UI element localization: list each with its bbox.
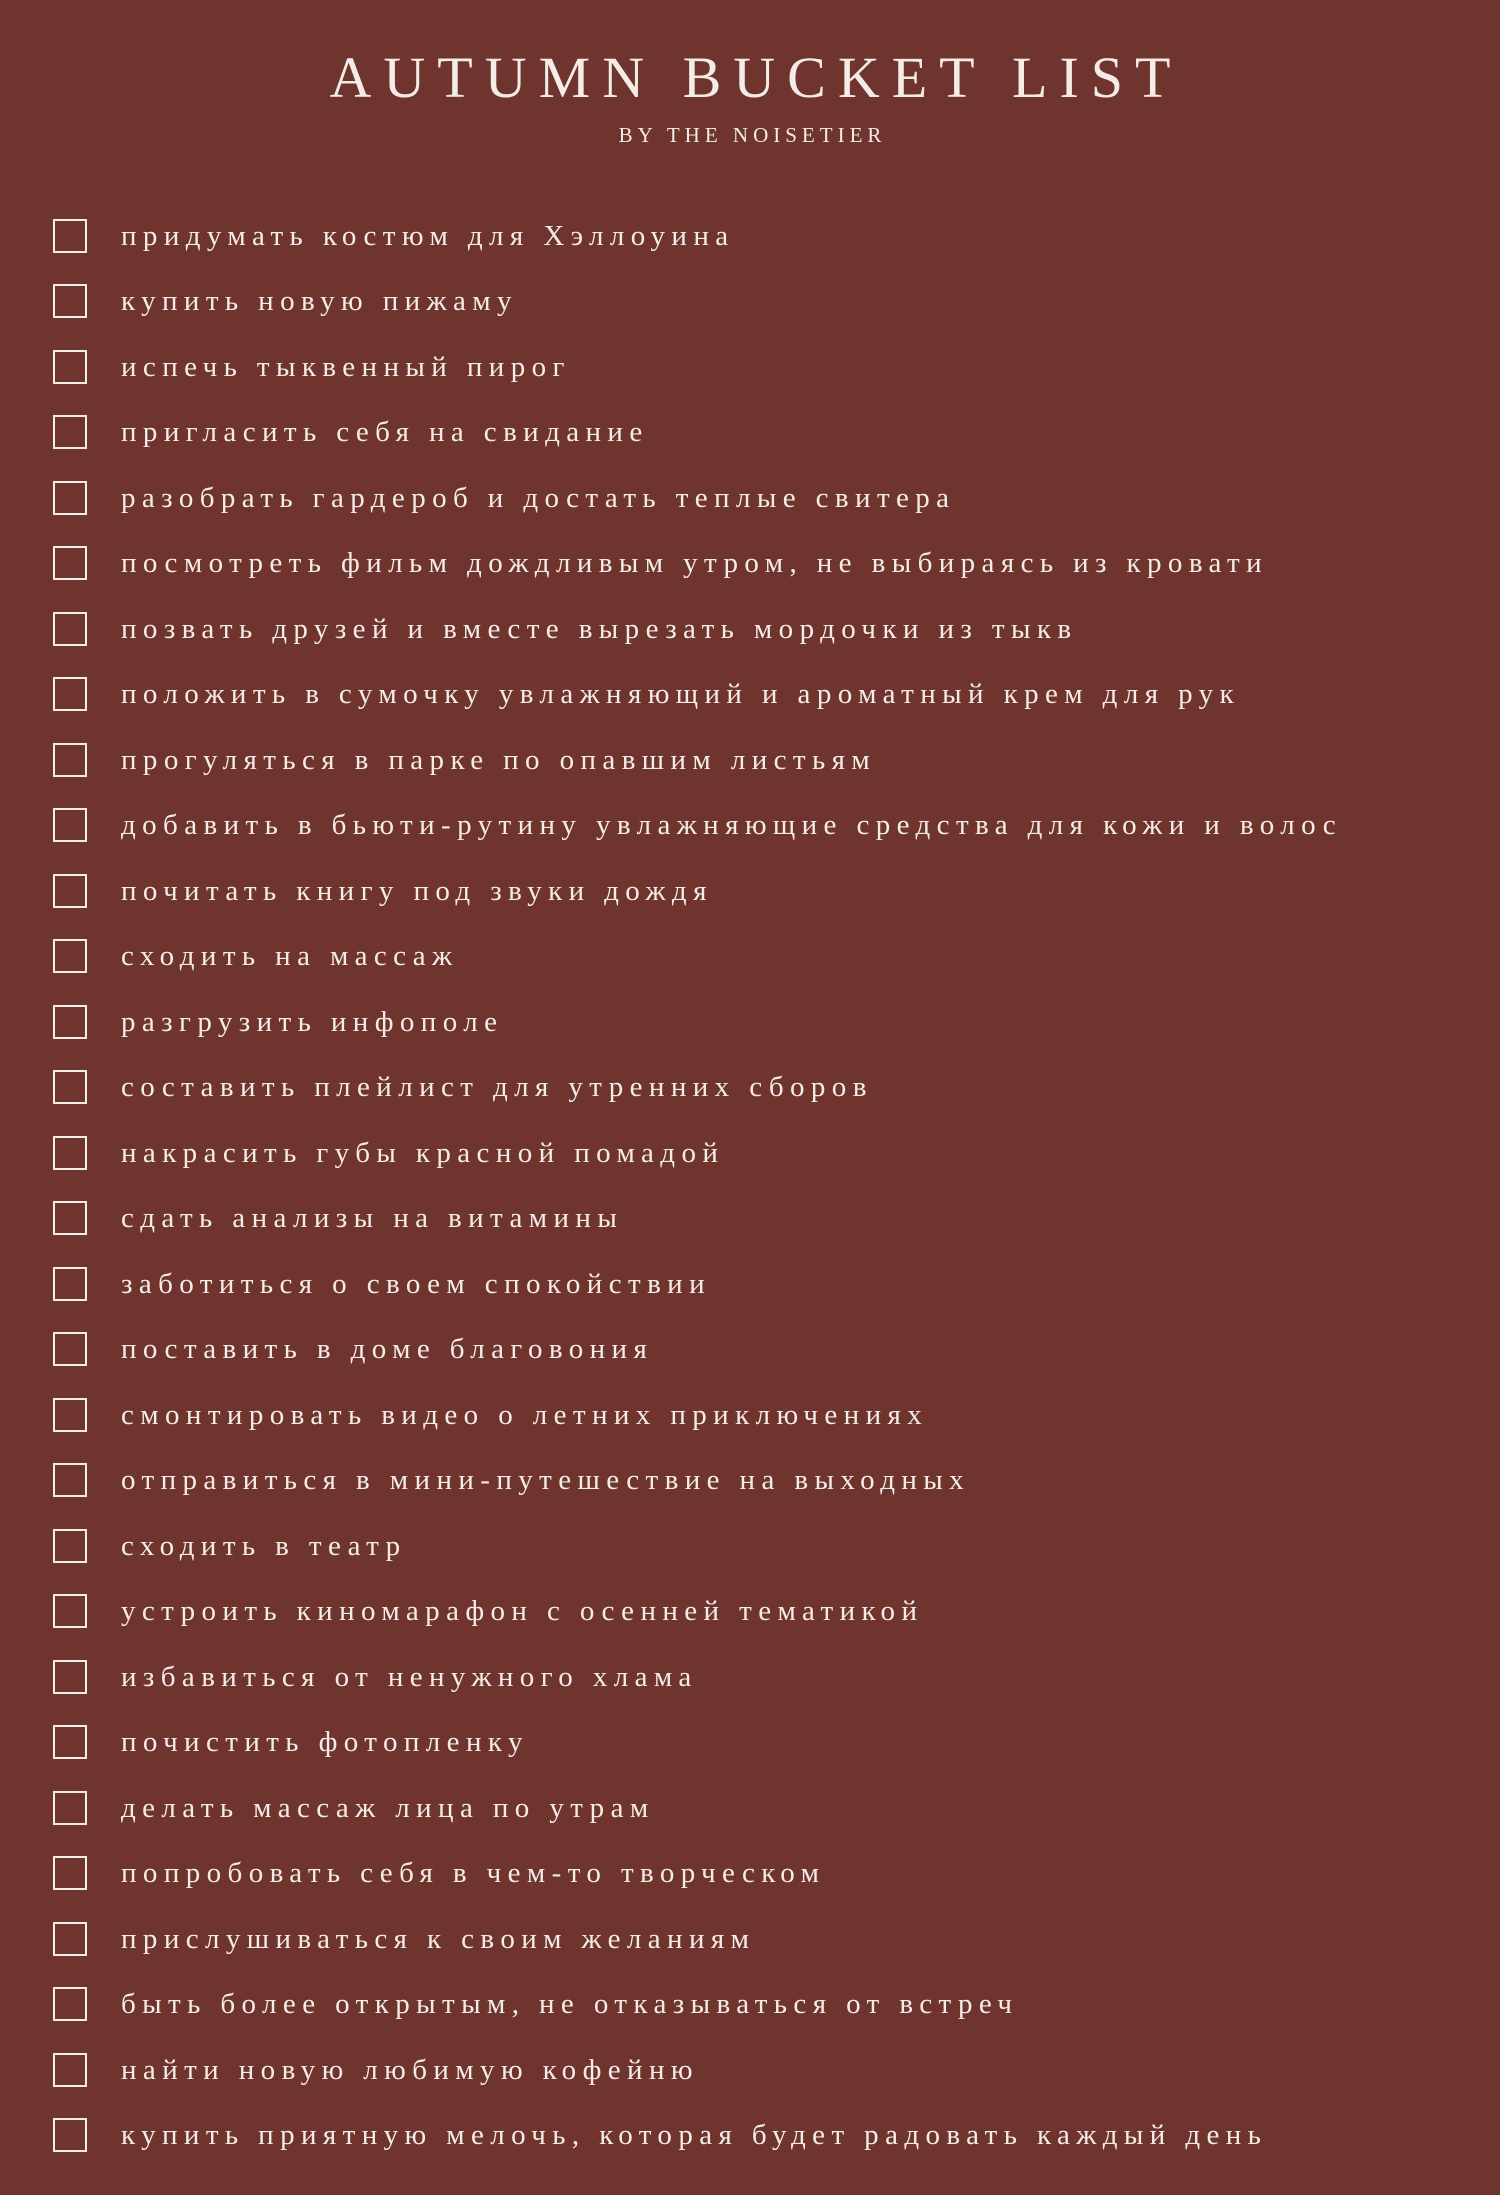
list-item <box>53 2103 1473 2169</box>
list-item <box>53 203 1473 269</box>
list-item <box>53 334 1473 400</box>
checkbox[interactable] <box>53 612 87 646</box>
list-item <box>53 596 1473 662</box>
list-item-label: быть более открытым, не отказываться от встреч <box>121 1988 1019 2021</box>
checkbox[interactable] <box>53 2053 87 2087</box>
list-item-label: попробовать себя в чем-то творческом <box>121 1857 826 1890</box>
list-item-label: избавиться от ненужного хлама <box>121 1660 698 1693</box>
checkbox[interactable] <box>53 1987 87 2021</box>
list-item-label: почистить фотопленку <box>121 1726 529 1759</box>
list-item <box>53 1906 1473 1972</box>
checkbox[interactable] <box>53 219 87 253</box>
checkbox[interactable] <box>53 1922 87 1956</box>
list-item <box>53 1055 1473 1121</box>
list-item <box>53 989 1473 1055</box>
list-item-label: разгрузить инфополе <box>121 1005 504 1038</box>
list-item-label: прогуляться в парке по опавшим листьям <box>121 743 877 776</box>
checkbox[interactable] <box>53 1463 87 1497</box>
list-item-label: купить новую пижаму <box>121 285 518 318</box>
list-item-label: заботиться о своем спокойствии <box>121 1267 711 1300</box>
list-item <box>53 924 1473 990</box>
list-item <box>53 1186 1473 1252</box>
list-item <box>53 2037 1473 2103</box>
list-item-label: накрасить губы красной помадой <box>121 1136 725 1169</box>
list-item <box>53 531 1473 597</box>
checkbox[interactable] <box>53 939 87 973</box>
checkbox[interactable] <box>53 546 87 580</box>
list-item <box>53 1382 1473 1448</box>
list-item <box>53 1448 1473 1514</box>
list-item-label: сдать анализы на витамины <box>121 1202 624 1235</box>
list-item-label: добавить в бьюти-рутину увлажняющие средства для кожи и волос <box>121 809 1343 842</box>
list-item <box>53 1579 1473 1645</box>
list-item-label: придумать костюм для Хэллоуина <box>121 219 735 252</box>
header <box>0 42 1500 150</box>
checkbox[interactable] <box>53 1136 87 1170</box>
list-item-label: найти новую любимую кофейню <box>121 2053 699 2086</box>
list-item <box>53 1644 1473 1710</box>
checkbox[interactable] <box>53 1332 87 1366</box>
list-item <box>53 1710 1473 1776</box>
checkbox[interactable] <box>53 808 87 842</box>
checkbox[interactable] <box>53 677 87 711</box>
checkbox[interactable] <box>53 415 87 449</box>
list-item <box>53 662 1473 728</box>
checkbox[interactable] <box>53 1529 87 1563</box>
list-item <box>53 1317 1473 1383</box>
list-item-label: позвать друзей и вместе вырезать мордочки из тыкв <box>121 612 1078 645</box>
checkbox[interactable] <box>53 350 87 384</box>
list-item-label: поставить в доме благовония <box>121 1333 654 1366</box>
checkbox[interactable] <box>53 1660 87 1694</box>
checkbox[interactable] <box>53 1267 87 1301</box>
list-item <box>53 1841 1473 1907</box>
checkbox[interactable] <box>53 1398 87 1432</box>
checkbox[interactable] <box>53 874 87 908</box>
list-item-label: испечь тыквенный пирог <box>121 350 571 383</box>
list-item-label: сходить в театр <box>121 1529 407 1562</box>
checkbox[interactable] <box>53 1725 87 1759</box>
list-item-label: составить плейлист для утренних сборов <box>121 1071 873 1104</box>
list-item-label: сходить на массаж <box>121 940 459 973</box>
page-title: AUTUMN BUCKET LIST <box>329 45 1183 110</box>
checkbox[interactable] <box>53 1856 87 1890</box>
checkbox[interactable] <box>53 1005 87 1039</box>
list-item-label: отправиться в мини-путешествие на выходных <box>121 1464 971 1497</box>
bucket-list <box>53 203 1473 2168</box>
checkbox[interactable] <box>53 2118 87 2152</box>
list-item-label: пригласить себя на свидание <box>121 416 649 449</box>
list-item <box>53 793 1473 859</box>
list-item <box>53 727 1473 793</box>
list-item <box>53 400 1473 466</box>
list-item <box>53 1775 1473 1841</box>
list-item-label: прислушиваться к своим желаниям <box>121 1922 756 1955</box>
list-item <box>53 465 1473 531</box>
list-item <box>53 858 1473 924</box>
list-item-label: купить приятную мелочь, которая будет радовать каждый день <box>121 2119 1268 2152</box>
list-item-label: устроить киномарафон с осенней тематикой <box>121 1595 924 1628</box>
checkbox[interactable] <box>53 743 87 777</box>
list-item <box>53 1513 1473 1579</box>
list-item <box>53 1120 1473 1186</box>
list-item-label: разобрать гардероб и достать теплые свитера <box>121 481 956 514</box>
page-subtitle: BY THE NOISETIER <box>618 123 887 147</box>
list-item-label: делать массаж лица по утрам <box>121 1791 655 1824</box>
list-item-label: положить в сумочку увлажняющий и ароматный крем для рук <box>121 678 1240 711</box>
checkbox[interactable] <box>53 1791 87 1825</box>
list-item <box>53 269 1473 335</box>
checkbox[interactable] <box>53 1594 87 1628</box>
list-item <box>53 1972 1473 2038</box>
list-item-label: смонтировать видео о летних приключениях <box>121 1398 929 1431</box>
checkbox[interactable] <box>53 481 87 515</box>
list-item <box>53 1251 1473 1317</box>
checkbox[interactable] <box>53 1201 87 1235</box>
list-item-label: почитать книгу под звуки дождя <box>121 874 713 907</box>
checkbox[interactable] <box>53 284 87 318</box>
list-item-label: посмотреть фильм дождливым утром, не выбираясь из кровати <box>121 547 1269 580</box>
checkbox[interactable] <box>53 1070 87 1104</box>
